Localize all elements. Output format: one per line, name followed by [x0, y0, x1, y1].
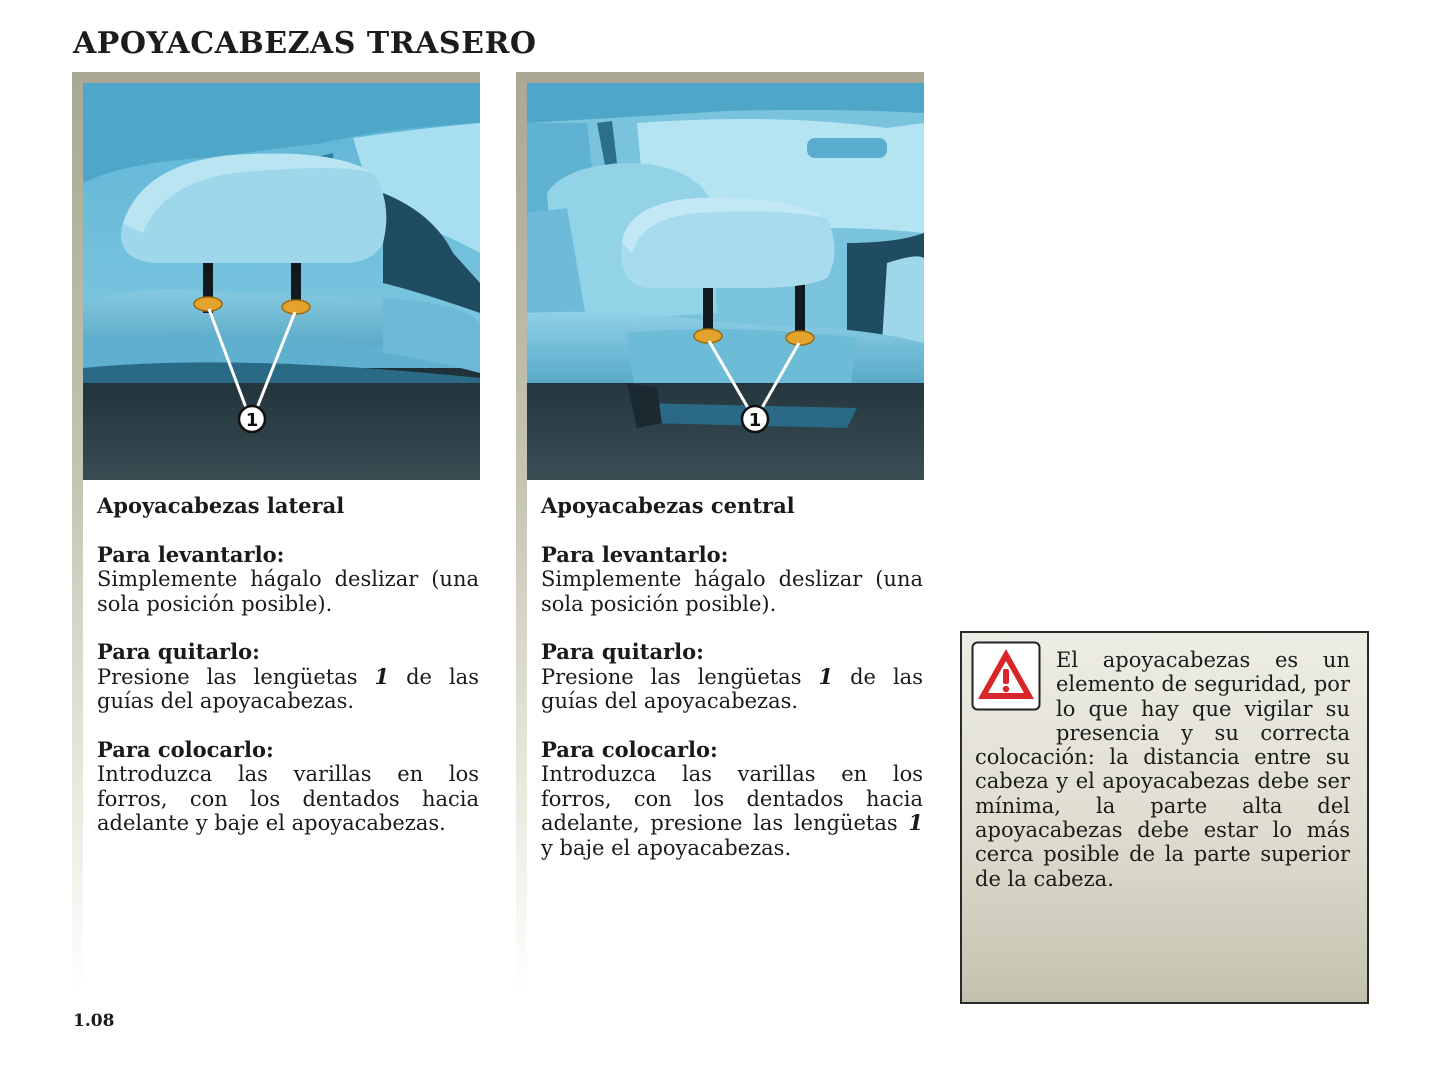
lateral-headrest-section [72, 72, 480, 992]
remove-text: Presione las lengüetas 1 de las guías del apoyacabezas. [541, 663, 923, 713]
callout-number: 1 [748, 410, 762, 431]
remove-title: Para quitarlo: [97, 639, 260, 664]
remove-title: Para quitarlo: [541, 639, 704, 664]
central-headrest-photo [527, 83, 924, 480]
callout-number: 1 [245, 410, 259, 431]
page-number: 1.08 [73, 1011, 115, 1031]
fit-text: Introduzca las varillas en los forros, con los dentados hacia adelante y baje el apoyacabezas. [97, 762, 479, 835]
section-subtitle: Apoyacabezas lateral [97, 493, 345, 518]
fit-title: Para colocarlo: [541, 736, 718, 762]
fit-text: Introduzca las varillas en los forros, con los dentados hacia adelante, presione las lengüetas 1 y baje el apoyacabezas. [541, 762, 923, 860]
column-accent-bar [516, 72, 527, 992]
column-accent-bar [72, 72, 83, 992]
central-instructions [541, 494, 923, 884]
column-top-bar [516, 72, 924, 83]
raise-title: Para levantarlo: [541, 541, 729, 567]
warning-box [960, 631, 1369, 1004]
remove-text: Presione las lengüetas 1 de las guías del apoyacabezas. [97, 663, 479, 713]
reference-number: 1 [374, 663, 390, 689]
raise-text: Simplemente hágalo deslizar (una sola posición posible). [541, 567, 923, 616]
raise-text: Simplemente hágalo deslizar (una sola posición posible). [97, 567, 479, 616]
central-headrest-section [516, 72, 924, 992]
fit-title: Para colocarlo: [97, 736, 274, 762]
lateral-headrest-photo [83, 83, 480, 480]
lateral-instructions [97, 494, 479, 860]
column-top-bar [72, 72, 480, 83]
page-title: APOYACABEZAS TRASERO [73, 26, 537, 61]
raise-title: Para levantarlo: [97, 541, 285, 567]
reference-number: 1 [908, 810, 923, 835]
section-subtitle: Apoyacabezas central [541, 493, 795, 518]
reference-number: 1 [818, 663, 834, 689]
warning-text: El apoyacabezas es un elemento de seguridad, por lo que hay que vigilar su presencia y su correcta colocación: la distancia entre su cabeza y el apoyacabezas debe ser mínima, la parte alta del apoyacabezas debe estar lo más cerca posible de la parte superior de la cabeza. [975, 648, 1350, 891]
